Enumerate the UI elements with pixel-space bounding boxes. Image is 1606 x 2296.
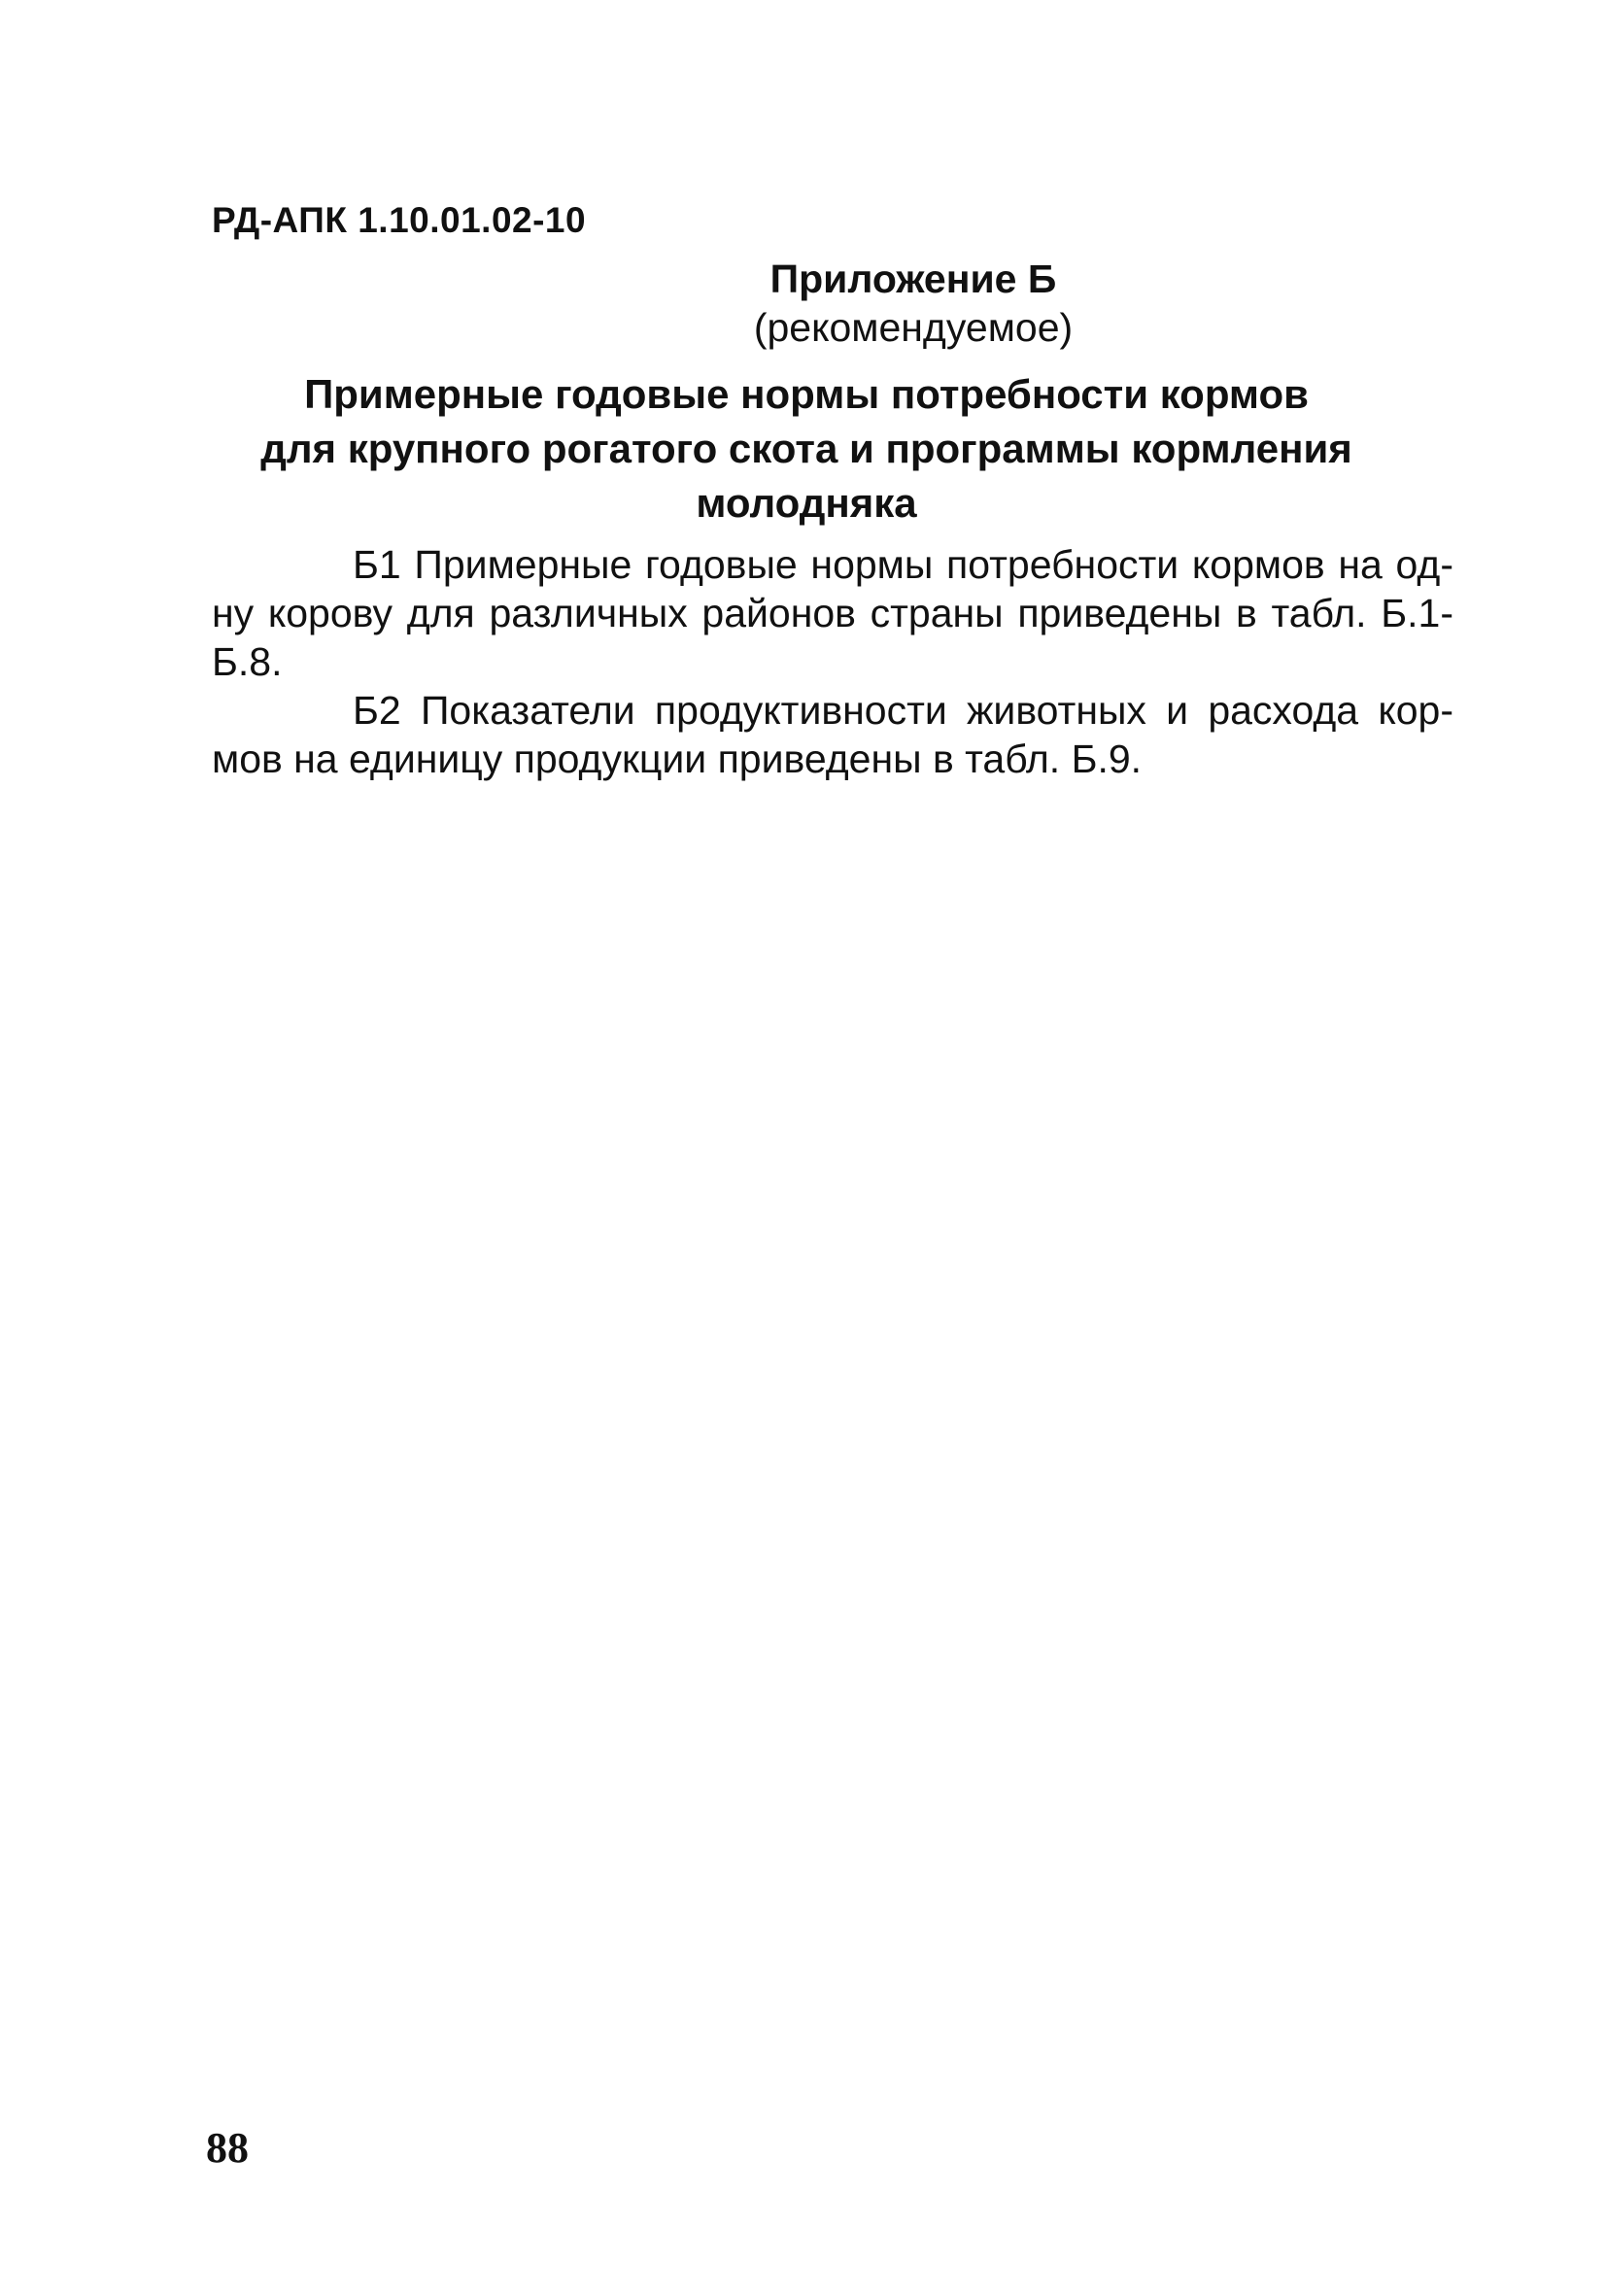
section-title-line: Примерные годовые нормы потребности кормов (304, 371, 1309, 417)
paragraph-line: Б2 Показатели продуктивности животных и расхода кор- (353, 688, 1453, 733)
appendix-subtitle: (рекомендуемое) (753, 305, 1074, 350)
page-number: 88 (206, 2124, 249, 2172)
paragraph-line: мов на единицу продукции приведены в табл. Б.9. (212, 737, 1143, 781)
appendix-title: Приложение Б (769, 257, 1057, 301)
paragraph-b1 (212, 540, 1453, 686)
section-title (194, 367, 1418, 531)
section-title-line: молодняка (696, 480, 917, 526)
paragraph-line: Б1 Примерные годовые нормы потребности кормов на од- (353, 542, 1453, 587)
paragraph-b2 (212, 686, 1453, 783)
paragraph-line: Б.8. (212, 639, 283, 684)
paragraph-line: ну корову для различных районов страны приведены в табл. Б.1- (212, 591, 1453, 635)
section-title-line: для крупного рогатого скота и программы кормления (260, 426, 1352, 471)
appendix-heading (544, 255, 1282, 352)
body-text (212, 540, 1453, 783)
document-code: РД-АПК 1.10.01.02-10 (212, 200, 587, 240)
